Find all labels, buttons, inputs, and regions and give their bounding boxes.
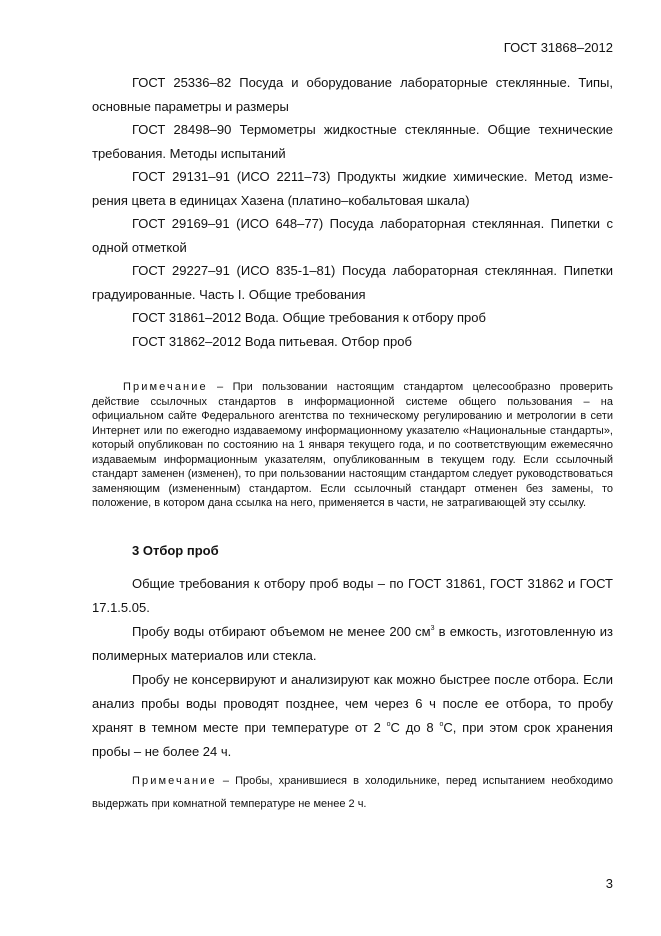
- reference-item: ГОСТ 31862–2012 Вода питьевая. Отбор проб: [132, 333, 412, 349]
- reference-item: ГОСТ 29227–91 (ИСО 835-1–81) Посуда лабораторная стеклянная. Пипетки градуированные. Часть I. Общие требования: [92, 263, 613, 302]
- note-label: Примечание: [123, 381, 208, 393]
- reference-item: ГОСТ 28498–90 Термометры жидкостные стеклянные. Общие технические требования. Методы испытаний: [92, 122, 613, 161]
- references-note: [92, 380, 613, 511]
- paragraph-sample-storage: Пробу не консервируют и анализируют как можно быстрее после отбора. Если анализ пробы воды проводят позднее, чем через 6 ч после ее отбора, то пробу хранят в темном месте при температуре от 2 $^o$С до 8 $^o$С, при этом срок хранения пробы – не более 24 ч.: [92, 672, 613, 759]
- paragraph-general-requirements: Общие требования к отбору проб воды – по ГОСТ 31861, ГОСТ 31862 и ГОСТ 17.1.5.05.: [92, 576, 613, 615]
- storage-note: [92, 770, 613, 816]
- note-text: – Пробы, хранившиеся в холодильнике, перед испытанием необходимо выдержать при комнатной температуре не менее 2 ч.: [92, 775, 613, 810]
- document-header: ГОСТ 31868–2012: [503, 40, 613, 55]
- reference-item: ГОСТ 31861–2012 Вода. Общие требования к отбору проб: [132, 310, 486, 325]
- section-title: 3 Отбор проб: [132, 543, 219, 558]
- page-number: 3: [605, 876, 613, 891]
- reference-item: ГОСТ 29169–91 (ИСО 648–77) Посуда лабораторная стеклянная. Пипетки с одной отметкой: [92, 216, 613, 255]
- reference-item: ГОСТ 29131–91 (ИСО 2211–73) Продукты жидкие химические. Метод измерения цвета в единицах Хазена (платино–кобальтовая шкала): [92, 169, 613, 208]
- note-text: – При пользовании настоящим стандартом целесообразно проверить действие ссылочных стандартов в информационной системе общего пользования – на официальном сайте Федерального агентства по техническому регулированию и метрологии в сети Интернет или по ежегодно издаваемому информационному указателю «Национальные стандарты», который опубликован по состоянию на 1 января текущего года, и по соответствующим ежемесячно издаваемым информационным указателям, опубликованным в текущем году. Если ссылочный стандарт заменен (изменен), то при пользовании настоящим стандартом следует руководствоваться заменяющим (измененным) стандартом. Если ссылочный стандарт отменен без замены, то положение, в котором дана ссылка на него, применяется в части, не затрагивающей эту ссылку.: [92, 381, 613, 509]
- reference-item: ГОСТ 25336–82 Посуда и оборудование лабораторные стеклянные. Типы, основные параметры и размеры: [92, 75, 613, 114]
- paragraph-sample-volume: Пробу воды отбирают объемом не менее 200 $см^3$ в емкость, изготовленную из полимерных материалов или стекла.: [92, 624, 613, 663]
- note-label: Примечание: [132, 775, 217, 787]
- section-body: [92, 572, 613, 816]
- normative-references-list: [92, 71, 613, 353]
